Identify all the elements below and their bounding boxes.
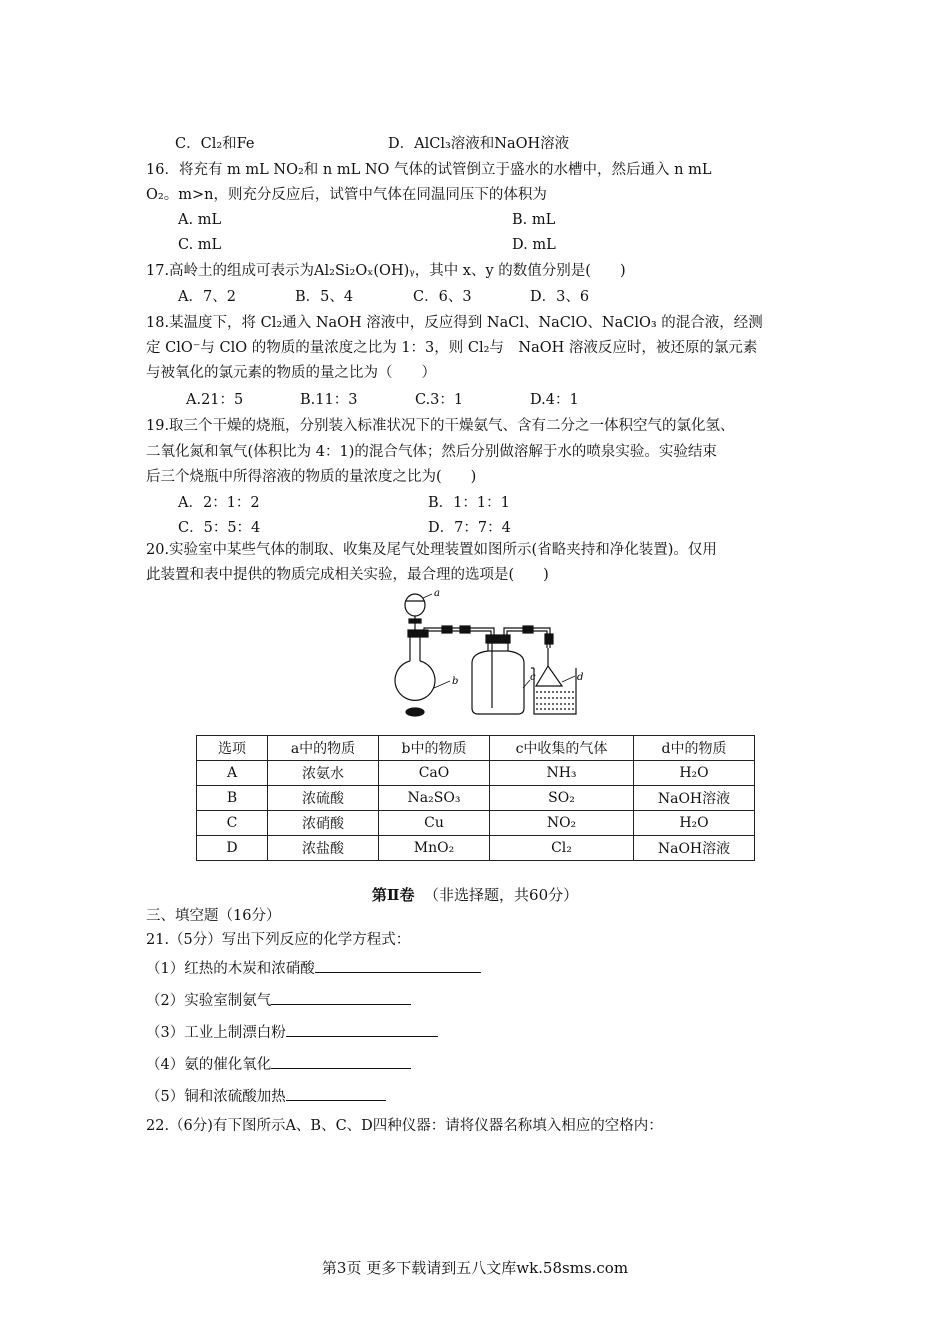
q21-item-5 bbox=[146, 1086, 386, 1107]
table-cell: H₂O bbox=[634, 811, 755, 836]
table-cell: C bbox=[197, 811, 268, 836]
collection-bottle-c bbox=[472, 626, 553, 714]
q19-option-a: A．2：1：2 bbox=[178, 495, 260, 511]
answer-blank[interactable] bbox=[271, 1054, 411, 1069]
q15-option-c: C．Cl₂和Fe bbox=[175, 136, 255, 152]
q22-intro: 22.（6分)有下图所示A、B、C、D四种仪器：请将仪器名称填入相应的空格内： bbox=[146, 1118, 663, 1134]
q16-option-c: C. mL bbox=[178, 237, 222, 253]
reagent-table bbox=[196, 735, 755, 861]
q15-option-d: D．AlCl₃溶液和NaOH溶液 bbox=[388, 136, 570, 152]
q18-option-b: B.11：3 bbox=[300, 392, 358, 408]
q21-item-label: （2）实验室制氨气 bbox=[146, 993, 272, 1009]
table-cell: 浓硫酸 bbox=[268, 786, 379, 811]
gas-apparatus-figure bbox=[390, 588, 590, 720]
answer-blank[interactable] bbox=[315, 958, 481, 973]
label-b: b bbox=[452, 676, 459, 687]
table-cell: NaOH溶液 bbox=[634, 836, 755, 861]
section3-title: 三、填空题（16分） bbox=[146, 908, 281, 924]
table-header: a中的物质 bbox=[268, 736, 379, 761]
table-cell: A bbox=[197, 761, 268, 786]
table-cell: H₂O bbox=[634, 761, 755, 786]
table-cell: 浓硝酸 bbox=[268, 811, 379, 836]
q20-stem-line1: 20.实验室中某些气体的制取、收集及尾气处理装置如图所示(省略夹持和净化装置)。仅用 bbox=[146, 542, 717, 558]
beaker-d bbox=[531, 648, 576, 714]
table-header: 选项 bbox=[197, 736, 268, 761]
table-cell: B bbox=[197, 786, 268, 811]
q17-option-b: B．5、4 bbox=[295, 289, 354, 305]
table-row bbox=[197, 761, 755, 786]
q21-item-3 bbox=[146, 1022, 438, 1043]
table-cell: D bbox=[197, 836, 268, 861]
q19-option-d: D．7：7：4 bbox=[428, 520, 511, 536]
part2-heading bbox=[0, 884, 950, 905]
q16-option-b: B. mL bbox=[512, 212, 556, 228]
q18-option-a: A.21：5 bbox=[186, 392, 244, 408]
q17-option-d: D．3、6 bbox=[530, 289, 590, 305]
q20-stem-line2: 此装置和表中提供的物质完成相关实验，最合理的选项是( ) bbox=[146, 567, 549, 583]
q19-option-c: C．5：5：4 bbox=[178, 520, 261, 536]
q17-stem: 17.高岭土的组成可表示为Al₂Si₂Oₓ(OH)ᵧ，其中 x、y 的数值分别是( ) bbox=[146, 263, 626, 279]
q21-item-label: （3）工业上制漂白粉 bbox=[146, 1025, 286, 1041]
table-row bbox=[197, 836, 755, 861]
q21-item-label: （1）红热的木炭和浓硝酸 bbox=[146, 961, 315, 977]
part2-subtitle: （非选择题，共60分） bbox=[424, 886, 579, 904]
table-header: c中收集的气体 bbox=[490, 736, 634, 761]
table-cell: Na₂SO₃ bbox=[379, 786, 490, 811]
part2-title: 第Ⅱ卷 bbox=[371, 886, 415, 904]
q19-stem-line3: 后三个烧瓶中所得溶液的物质的量浓度之比为( ) bbox=[146, 469, 477, 485]
q18-stem-line1: 18.某温度下，将 Cl₂通入 NaOH 溶液中，反应得到 NaCl、NaClO、NaClO₃ 的混合液，经测 bbox=[146, 315, 763, 331]
q17-option-c: C．6、3 bbox=[413, 289, 472, 305]
q21-item-1 bbox=[146, 958, 481, 979]
q16-option-a: A. mL bbox=[178, 212, 222, 228]
table-cell: NaOH溶液 bbox=[634, 786, 755, 811]
q18-option-d: D.4：1 bbox=[530, 392, 579, 408]
table-header: d中的物质 bbox=[634, 736, 755, 761]
q18-option-c: C.3：1 bbox=[415, 392, 464, 408]
label-c: c bbox=[530, 672, 536, 683]
round-flask-b bbox=[395, 630, 435, 716]
label-a: a bbox=[434, 588, 440, 599]
table-cell: 浓氨水 bbox=[268, 761, 379, 786]
table-cell: Cl₂ bbox=[490, 836, 634, 861]
table-row bbox=[197, 811, 755, 836]
table-cell: NH₃ bbox=[490, 761, 634, 786]
q21-item-label: （5）铜和浓硫酸加热 bbox=[146, 1089, 286, 1105]
table-cell: Cu bbox=[379, 811, 490, 836]
q16-stem-line2: O₂。m>n，则充分反应后，试管中气体在同温同压下的体积为 bbox=[146, 187, 547, 203]
q19-option-b: B．1：1：1 bbox=[428, 495, 510, 511]
table-cell: MnO₂ bbox=[379, 836, 490, 861]
answer-blank[interactable] bbox=[271, 990, 411, 1005]
q18-stem-line2: 定 ClO⁻与 ClO 的物质的量浓度之比为 1：3，则 Cl₂与 NaOH 溶液反应时，被还原的氯元素 bbox=[146, 340, 758, 356]
q21-item-label: （4）氨的催化氧化 bbox=[146, 1057, 272, 1073]
q16-stem-line1: 16．将充有 m mL NO₂和 n mL NO 气体的试管倒立于盛水的水槽中，然后通入 n mL bbox=[146, 162, 712, 178]
table-row bbox=[197, 786, 755, 811]
q19-stem-line2: 二氧化氮和氧气(体积比为 4：1)的混合气体；然后分别做溶解于水的喷泉实验。实验结束 bbox=[146, 444, 717, 460]
table-cell: 浓盐酸 bbox=[268, 836, 379, 861]
delivery-tube bbox=[424, 626, 494, 637]
answer-blank[interactable] bbox=[286, 1086, 386, 1101]
q16-option-d: D. mL bbox=[512, 237, 556, 253]
table-cell: SO₂ bbox=[490, 786, 634, 811]
q19-stem-line1: 19.取三个干燥的烧瓶，分别装入标准状况下的干燥氨气、含有二分之一体积空气的氯化氢、 bbox=[146, 418, 735, 434]
table-cell: NO₂ bbox=[490, 811, 634, 836]
q18-stem-line3: 与被氧化的氯元素的物质的量之比为（ ） bbox=[146, 365, 436, 381]
table-header-row bbox=[197, 736, 755, 761]
table-cell: CaO bbox=[379, 761, 490, 786]
label-d: d bbox=[577, 672, 584, 683]
q17-option-a: A．7、2 bbox=[178, 289, 236, 305]
q21-item-2 bbox=[146, 990, 411, 1011]
table-header: b中的物质 bbox=[379, 736, 490, 761]
answer-blank[interactable] bbox=[286, 1022, 438, 1037]
q21-item-4 bbox=[146, 1054, 411, 1075]
q21-intro: 21.（5分）写出下列反应的化学方程式： bbox=[146, 932, 411, 948]
page-footer: 第3页 更多下载请到五八文库wk.58sms.com bbox=[321, 1259, 629, 1277]
